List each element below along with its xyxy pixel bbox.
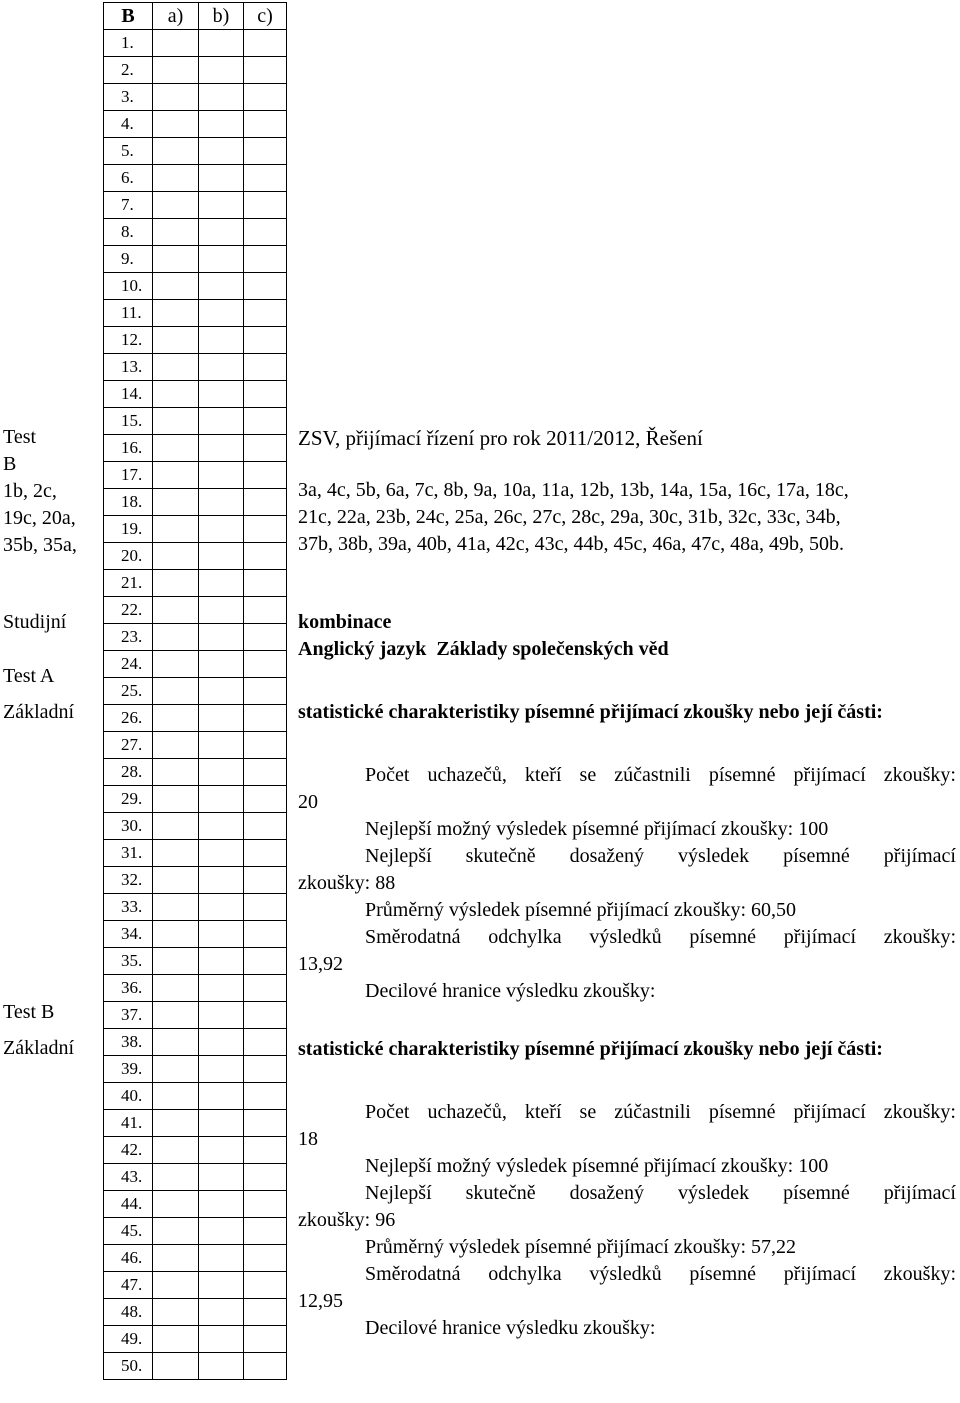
table-row (104, 381, 287, 408)
option-a-cell (153, 678, 199, 705)
table-row (104, 894, 287, 921)
option-b-cell (199, 732, 244, 759)
option-c-cell (244, 1083, 287, 1110)
question-number: 30. (104, 813, 153, 840)
option-c-cell (244, 1245, 287, 1272)
stats-b-heading: statistické charakteristiky písemné přijímací zkoušky nebo její části: (298, 1038, 883, 1060)
option-b-cell (199, 1002, 244, 1029)
option-c-cell (244, 1137, 287, 1164)
stats-a-max-actual-value: zkoušky: 88 (298, 872, 396, 894)
option-b-cell (199, 624, 244, 651)
option-a-cell (153, 813, 199, 840)
option-b-cell (199, 705, 244, 732)
option-b-cell (199, 1299, 244, 1326)
option-b-cell (199, 840, 244, 867)
option-c-cell (244, 516, 287, 543)
option-a-cell (153, 867, 199, 894)
option-a-cell (153, 1326, 199, 1353)
question-number: 25. (104, 678, 153, 705)
option-c-cell (244, 219, 287, 246)
option-b-cell (199, 1083, 244, 1110)
stats-a-heading: statistické charakteristiky písemné přijímací zkoušky nebo její části: (298, 701, 883, 723)
table-row (104, 1002, 287, 1029)
question-number: 13. (104, 354, 153, 381)
test-a-label: Test A (3, 665, 55, 687)
question-number: 41. (104, 1110, 153, 1137)
option-a-cell (153, 327, 199, 354)
option-c-cell (244, 138, 287, 165)
option-c-cell (244, 597, 287, 624)
table-row (104, 1137, 287, 1164)
table-row (104, 165, 287, 192)
option-a-cell (153, 624, 199, 651)
question-number: 10. (104, 273, 153, 300)
stats-b-block (298, 1099, 956, 1342)
option-a-cell (153, 759, 199, 786)
option-c-cell (244, 1218, 287, 1245)
answers-line: 3a, 4c, 5b, 6a, 7c, 8b, 9a, 10a, 11a, 12b, 13b, 14a, 15a, 16c, 17a, 18c, (298, 479, 849, 501)
option-b-cell (199, 1191, 244, 1218)
option-b-cell (199, 1110, 244, 1137)
option-b-cell (199, 1245, 244, 1272)
stats-a-count-label: Počet uchazečů, kteří se zúčastnili písemné přijímací zkoušky: (365, 764, 956, 786)
option-a-cell (153, 1056, 199, 1083)
option-a-cell (153, 462, 199, 489)
grid-header-c: c) (244, 3, 287, 30)
table-row (104, 219, 287, 246)
option-b-cell (199, 597, 244, 624)
option-a-cell (153, 516, 199, 543)
option-c-cell (244, 948, 287, 975)
option-a-cell (153, 30, 199, 57)
option-c-cell (244, 840, 287, 867)
option-b-cell (199, 435, 244, 462)
option-a-cell (153, 1110, 199, 1137)
stats-b-stdev-label: Směrodatná odchylka výsledků písemné přijímací zkoušky: (365, 1263, 956, 1285)
table-row (104, 624, 287, 651)
stats-b-max-actual: Nejlepší skutečně dosažený výsledek písemné přijímací (365, 1182, 956, 1204)
option-c-cell (244, 705, 287, 732)
option-a-cell (153, 570, 199, 597)
question-number: 26. (104, 705, 153, 732)
combination-value: Anglický jazyk Základy společenských věd (298, 638, 669, 660)
table-row (104, 759, 287, 786)
stats-a-deciles: Decilové hranice výsledku zkoušky: (365, 980, 656, 1002)
option-b-cell (199, 570, 244, 597)
option-c-cell (244, 1002, 287, 1029)
question-number: 19. (104, 516, 153, 543)
table-row (104, 273, 287, 300)
answer-grid (103, 2, 287, 1380)
table-row (104, 111, 287, 138)
option-a-cell (153, 1245, 199, 1272)
option-c-cell (244, 489, 287, 516)
option-c-cell (244, 543, 287, 570)
option-c-cell (244, 408, 287, 435)
question-number: 43. (104, 1164, 153, 1191)
question-number: 33. (104, 894, 153, 921)
option-a-cell (153, 732, 199, 759)
option-a-cell (153, 111, 199, 138)
table-row (104, 1110, 287, 1137)
question-number: 46. (104, 1245, 153, 1272)
stats-b-count-label: Počet uchazečů, kteří se zúčastnili písemné přijímací zkoušky: (365, 1101, 956, 1123)
option-b-cell (199, 138, 244, 165)
option-c-cell (244, 57, 287, 84)
option-a-cell (153, 381, 199, 408)
option-b-cell (199, 462, 244, 489)
option-c-cell (244, 354, 287, 381)
option-a-cell (153, 1353, 199, 1380)
option-a-cell (153, 1083, 199, 1110)
answers-line: 21c, 22a, 23b, 24c, 25a, 26c, 27c, 28c, 29a, 30c, 31b, 32c, 33c, 34b, (298, 506, 841, 528)
question-number: 14. (104, 381, 153, 408)
option-a-cell (153, 1272, 199, 1299)
zakladni-a-label: Základní (3, 701, 75, 723)
option-b-cell (199, 57, 244, 84)
question-number: 36. (104, 975, 153, 1002)
question-number: 48. (104, 1299, 153, 1326)
option-a-cell (153, 300, 199, 327)
table-row (104, 1029, 287, 1056)
question-number: 7. (104, 192, 153, 219)
stats-b-stdev-value: 12,95 (298, 1290, 343, 1312)
option-a-cell (153, 786, 199, 813)
option-c-cell (244, 327, 287, 354)
option-a-cell (153, 921, 199, 948)
option-b-cell (199, 867, 244, 894)
stats-b-max-possible: Nejlepší možný výsledek písemné přijímací zkoušky: 100 (365, 1155, 829, 1177)
option-c-cell (244, 1299, 287, 1326)
option-a-cell (153, 165, 199, 192)
option-b-cell (199, 327, 244, 354)
grid-header-b: B (104, 3, 153, 30)
table-row (104, 921, 287, 948)
option-c-cell (244, 165, 287, 192)
option-c-cell (244, 813, 287, 840)
answers-line: 37b, 38b, 39a, 40b, 41a, 42c, 43c, 44b, 45c, 46a, 47c, 48a, 49b, 50b. (298, 533, 845, 555)
option-c-cell (244, 624, 287, 651)
table-row (104, 1272, 287, 1299)
option-c-cell (244, 1353, 287, 1380)
option-a-cell (153, 975, 199, 1002)
grid-header-a: a) (153, 3, 199, 30)
table-row (104, 489, 287, 516)
table-row (104, 1164, 287, 1191)
table-row (104, 732, 287, 759)
option-c-cell (244, 921, 287, 948)
table-row (104, 435, 287, 462)
table-row (104, 1191, 287, 1218)
option-b-cell (199, 246, 244, 273)
option-c-cell (244, 1191, 287, 1218)
option-b-cell (199, 489, 244, 516)
option-c-cell (244, 867, 287, 894)
table-row (104, 543, 287, 570)
stats-a-stdev-label: Směrodatná odchylka výsledků písemné přijímací zkoušky: (365, 926, 956, 948)
table-row (104, 30, 287, 57)
option-b-cell (199, 192, 244, 219)
table-row (104, 786, 287, 813)
question-number: 5. (104, 138, 153, 165)
option-b-cell (199, 543, 244, 570)
table-row (104, 1245, 287, 1272)
option-c-cell (244, 192, 287, 219)
option-a-cell (153, 246, 199, 273)
table-row (104, 1083, 287, 1110)
question-number: 22. (104, 597, 153, 624)
option-a-cell (153, 192, 199, 219)
test-b-label: Test B (3, 1001, 55, 1023)
option-a-cell (153, 1218, 199, 1245)
option-c-cell (244, 1164, 287, 1191)
table-row (104, 1353, 287, 1380)
option-c-cell (244, 246, 287, 273)
option-c-cell (244, 300, 287, 327)
grid-header-b-option: b) (199, 3, 244, 30)
option-c-cell (244, 1272, 287, 1299)
option-b-cell (199, 759, 244, 786)
table-row (104, 813, 287, 840)
option-c-cell (244, 786, 287, 813)
question-number: 4. (104, 111, 153, 138)
option-b-cell (199, 273, 244, 300)
option-c-cell (244, 570, 287, 597)
option-b-cell (199, 786, 244, 813)
option-b-cell (199, 1272, 244, 1299)
option-a-cell (153, 1299, 199, 1326)
table-row (104, 138, 287, 165)
option-b-cell (199, 1353, 244, 1380)
table-row (104, 840, 287, 867)
option-b-cell (199, 354, 244, 381)
table-row (104, 705, 287, 732)
option-a-cell (153, 57, 199, 84)
option-c-cell (244, 381, 287, 408)
table-row (104, 948, 287, 975)
test-b-heading: Test B 1b, 2c, 19c, 20a, 35b, 35a, (3, 426, 77, 556)
question-number: 20. (104, 543, 153, 570)
option-b-cell (199, 84, 244, 111)
table-row (104, 651, 287, 678)
option-b-cell (199, 408, 244, 435)
question-number: 11. (104, 300, 153, 327)
option-c-cell (244, 462, 287, 489)
question-number: 23. (104, 624, 153, 651)
option-a-cell (153, 948, 199, 975)
option-b-cell (199, 948, 244, 975)
stats-b-deciles: Decilové hranice výsledku zkoušky: (365, 1317, 656, 1339)
question-number: 42. (104, 1137, 153, 1164)
option-a-cell (153, 219, 199, 246)
option-a-cell (153, 705, 199, 732)
question-number: 50. (104, 1353, 153, 1380)
option-a-cell (153, 354, 199, 381)
option-c-cell (244, 435, 287, 462)
option-a-cell (153, 597, 199, 624)
option-c-cell (244, 1029, 287, 1056)
studijni-label: Studijní (3, 611, 67, 633)
question-number: 35. (104, 948, 153, 975)
table-row (104, 975, 287, 1002)
question-number: 40. (104, 1083, 153, 1110)
option-b-cell (199, 1218, 244, 1245)
option-c-cell (244, 651, 287, 678)
option-a-cell (153, 84, 199, 111)
option-c-cell (244, 273, 287, 300)
option-c-cell (244, 1110, 287, 1137)
option-c-cell (244, 30, 287, 57)
option-a-cell (153, 651, 199, 678)
option-b-cell (199, 1326, 244, 1353)
option-a-cell (153, 543, 199, 570)
option-b-cell (199, 111, 244, 138)
question-number: 6. (104, 165, 153, 192)
question-number: 32. (104, 867, 153, 894)
option-a-cell (153, 1191, 199, 1218)
table-row (104, 1218, 287, 1245)
table-row (104, 246, 287, 273)
option-b-cell (199, 678, 244, 705)
option-b-cell (199, 894, 244, 921)
option-a-cell (153, 273, 199, 300)
table-row (104, 462, 287, 489)
question-number: 21. (104, 570, 153, 597)
table-row (104, 1299, 287, 1326)
stats-b-count-value: 18 (298, 1128, 318, 1150)
option-a-cell (153, 1029, 199, 1056)
stats-a-stdev-value: 13,92 (298, 953, 343, 975)
option-c-cell (244, 111, 287, 138)
question-number: 18. (104, 489, 153, 516)
question-number: 27. (104, 732, 153, 759)
table-row (104, 57, 287, 84)
option-c-cell (244, 732, 287, 759)
option-c-cell (244, 678, 287, 705)
question-number: 9. (104, 246, 153, 273)
grid-header-row (104, 3, 287, 30)
table-row (104, 516, 287, 543)
combination-label: kombinace (298, 611, 392, 633)
question-number: 1. (104, 30, 153, 57)
option-a-cell (153, 894, 199, 921)
question-number: 17. (104, 462, 153, 489)
question-number: 44. (104, 1191, 153, 1218)
question-number: 39. (104, 1056, 153, 1083)
option-b-cell (199, 1137, 244, 1164)
question-number: 24. (104, 651, 153, 678)
table-row (104, 597, 287, 624)
question-number: 28. (104, 759, 153, 786)
table-row (104, 1056, 287, 1083)
stats-b-mean: Průměrný výsledek písemné přijímací zkoušky: 57,22 (365, 1236, 797, 1258)
table-row (104, 570, 287, 597)
question-number: 2. (104, 57, 153, 84)
option-b-cell (199, 1056, 244, 1083)
table-row (104, 354, 287, 381)
table-row (104, 678, 287, 705)
question-number: 29. (104, 786, 153, 813)
table-row (104, 192, 287, 219)
option-b-cell (199, 975, 244, 1002)
page-title: ZSV, přijímací řízení pro rok 2011/2012, Řešení (298, 426, 703, 450)
option-a-cell (153, 1137, 199, 1164)
stats-a-count-value: 20 (298, 791, 318, 813)
option-a-cell (153, 840, 199, 867)
option-c-cell (244, 759, 287, 786)
option-b-cell (199, 813, 244, 840)
option-a-cell (153, 489, 199, 516)
option-b-cell (199, 651, 244, 678)
zakladni-b-label: Základní (3, 1037, 75, 1059)
stats-a-mean: Průměrný výsledek písemné přijímací zkoušky: 60,50 (365, 899, 797, 921)
table-row (104, 1326, 287, 1353)
option-a-cell (153, 138, 199, 165)
question-number: 34. (104, 921, 153, 948)
question-number: 37. (104, 1002, 153, 1029)
option-c-cell (244, 84, 287, 111)
option-c-cell (244, 1056, 287, 1083)
question-number: 8. (104, 219, 153, 246)
option-b-cell (199, 516, 244, 543)
question-number: 49. (104, 1326, 153, 1353)
option-b-cell (199, 1164, 244, 1191)
question-number: 47. (104, 1272, 153, 1299)
stats-a-block (298, 762, 956, 1005)
stats-a-max-actual: Nejlepší skutečně dosažený výsledek písemné přijímací (365, 845, 956, 867)
grid-body (104, 30, 287, 1380)
option-a-cell (153, 1164, 199, 1191)
table-row (104, 300, 287, 327)
table-row (104, 867, 287, 894)
question-number: 45. (104, 1218, 153, 1245)
option-b-cell (199, 219, 244, 246)
stats-b-max-actual-value: zkoušky: 96 (298, 1209, 396, 1231)
option-a-cell (153, 1002, 199, 1029)
option-a-cell (153, 435, 199, 462)
option-a-cell (153, 408, 199, 435)
table-row (104, 408, 287, 435)
question-number: 15. (104, 408, 153, 435)
question-number: 3. (104, 84, 153, 111)
stats-a-max-possible: Nejlepší možný výsledek písemné přijímací zkoušky: 100 (365, 818, 829, 840)
option-b-cell (199, 165, 244, 192)
table-row (104, 84, 287, 111)
option-c-cell (244, 1326, 287, 1353)
question-number: 38. (104, 1029, 153, 1056)
question-number: 16. (104, 435, 153, 462)
option-b-cell (199, 300, 244, 327)
question-number: 12. (104, 327, 153, 354)
option-b-cell (199, 1029, 244, 1056)
question-number: 31. (104, 840, 153, 867)
answers-list (298, 477, 956, 558)
option-b-cell (199, 381, 244, 408)
option-c-cell (244, 894, 287, 921)
option-b-cell (199, 921, 244, 948)
option-c-cell (244, 975, 287, 1002)
option-b-cell (199, 30, 244, 57)
table-row (104, 327, 287, 354)
